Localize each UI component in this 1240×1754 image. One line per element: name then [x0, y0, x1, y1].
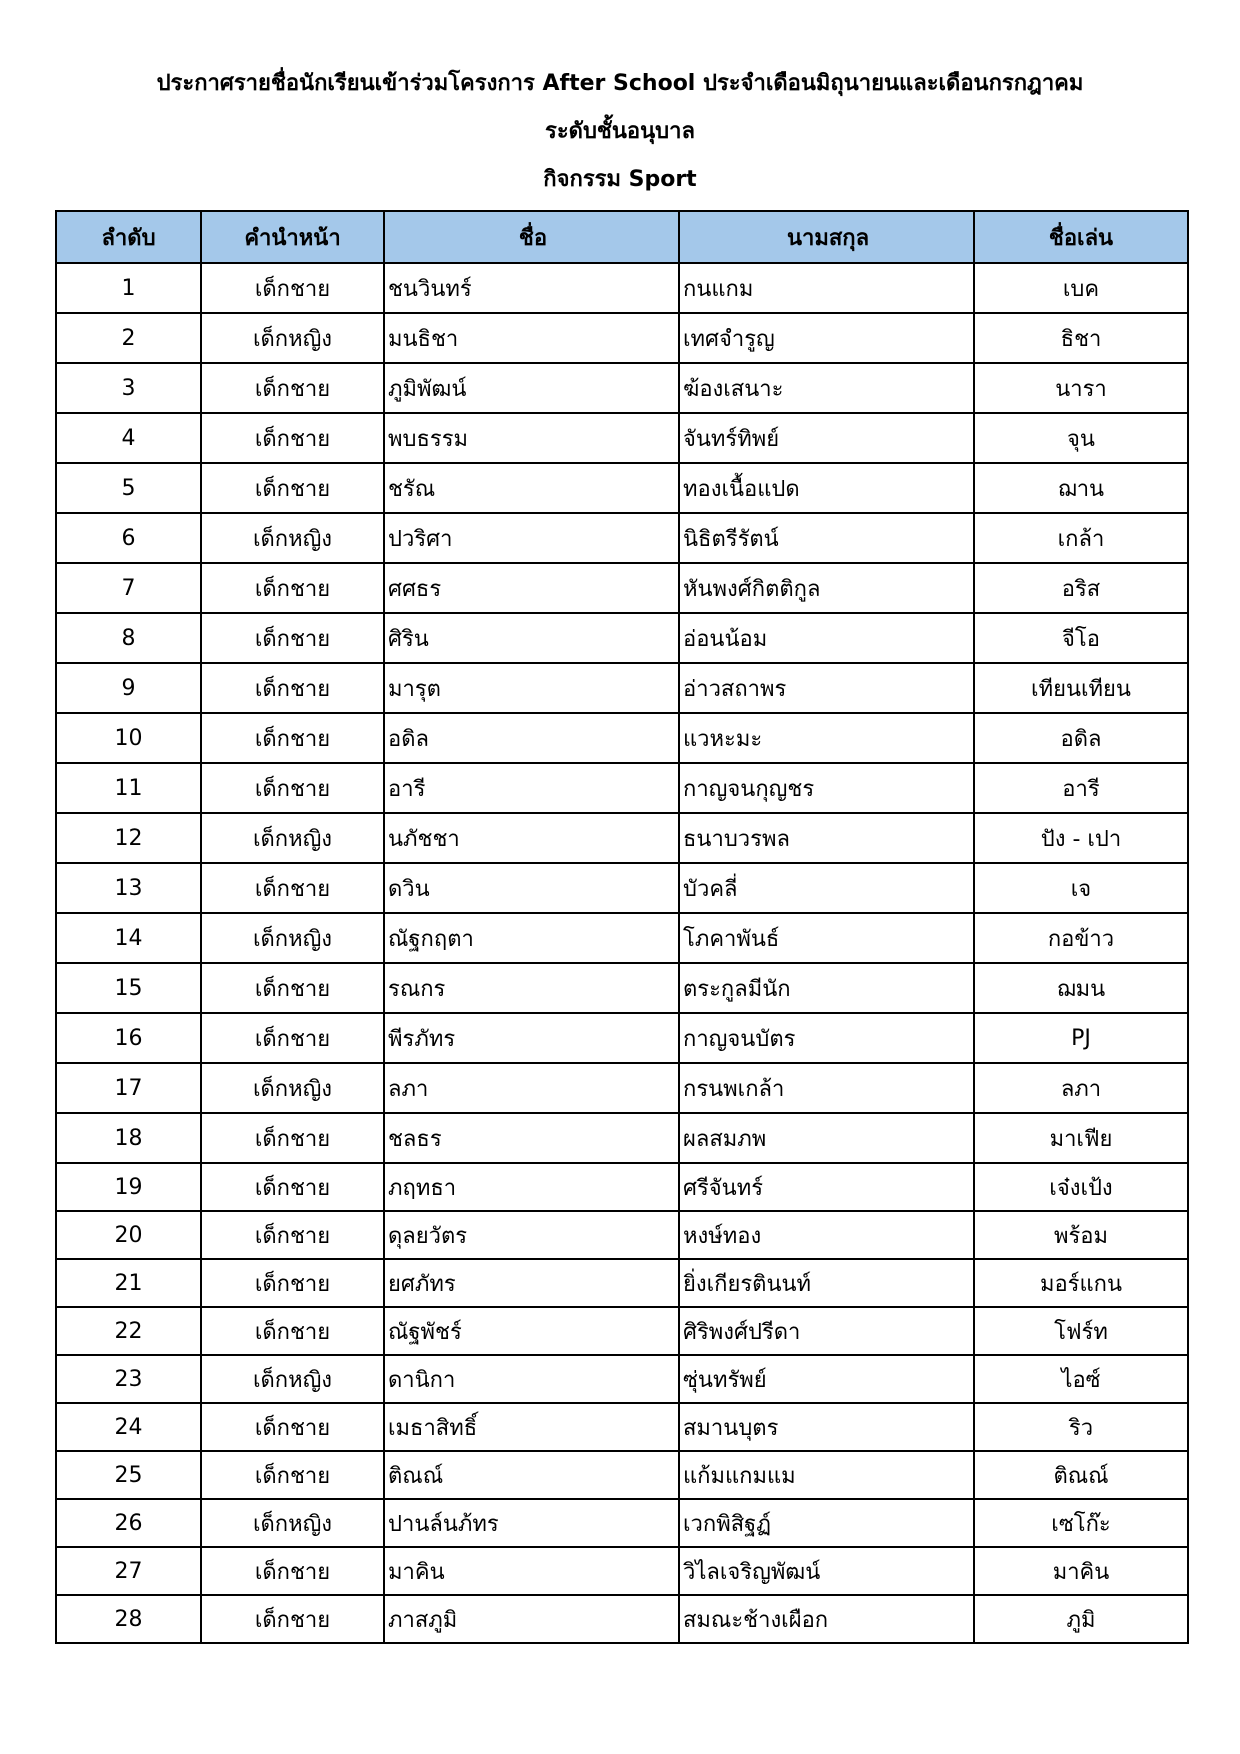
row-nickname: ปัง - เปา — [974, 813, 1188, 863]
row-last-name: สมณะช้างเผือก — [679, 1595, 974, 1643]
row-number: 16 — [56, 1013, 201, 1063]
row-nickname: มาคิน — [974, 1547, 1188, 1595]
document-header — [0, 60, 1240, 204]
row-prefix: เด็กชาย — [201, 1595, 384, 1643]
row-nickname: ฌมน — [974, 963, 1188, 1013]
row-number: 9 — [56, 663, 201, 713]
row-first-name: ณัฐพัชร์ — [384, 1307, 679, 1355]
row-first-name: ภูมิพัฒน์ — [384, 363, 679, 413]
table-row — [56, 713, 1188, 763]
row-nickname: มอร์แกน — [974, 1259, 1188, 1307]
row-first-name: นภัชชา — [384, 813, 679, 863]
row-first-name: ดุลยวัตร — [384, 1211, 679, 1259]
row-first-name: ณัฐกฤตา — [384, 913, 679, 963]
row-number: 2 — [56, 313, 201, 363]
row-first-name: อารี — [384, 763, 679, 813]
row-number: 18 — [56, 1113, 201, 1163]
row-first-name: อดิล — [384, 713, 679, 763]
row-prefix: เด็กชาย — [201, 763, 384, 813]
row-prefix: เด็กชาย — [201, 863, 384, 913]
row-nickname: ธิชา — [974, 313, 1188, 363]
row-first-name: ชลธร — [384, 1113, 679, 1163]
row-prefix: เด็กชาย — [201, 1403, 384, 1451]
row-number: 4 — [56, 413, 201, 463]
row-nickname: ริว — [974, 1403, 1188, 1451]
row-prefix: เด็กชาย — [201, 1547, 384, 1595]
row-nickname: นารา — [974, 363, 1188, 413]
table-row — [56, 963, 1188, 1013]
row-number: 20 — [56, 1211, 201, 1259]
row-prefix: เด็กชาย — [201, 263, 384, 313]
row-nickname: อารี — [974, 763, 1188, 813]
row-last-name: แก้มแกมแม — [679, 1451, 974, 1499]
row-number: 1 — [56, 263, 201, 313]
row-last-name: สมานบุตร — [679, 1403, 974, 1451]
row-last-name: ผลสมภพ — [679, 1113, 974, 1163]
row-nickname: เกล้า — [974, 513, 1188, 563]
row-number: 21 — [56, 1259, 201, 1307]
row-first-name: เมธาสิทธิ์ — [384, 1403, 679, 1451]
table-row — [56, 763, 1188, 813]
row-number: 5 — [56, 463, 201, 513]
row-last-name: ทองเนื้อแปด — [679, 463, 974, 513]
row-number: 7 — [56, 563, 201, 613]
student-roster-table — [55, 210, 1189, 1644]
document-subtitle-level: ระดับชั้นอนุบาล — [545, 119, 695, 144]
row-first-name: ภาสภูมิ — [384, 1595, 679, 1643]
row-prefix: เด็กชาย — [201, 1163, 384, 1211]
row-last-name: กาญจนกุญชร — [679, 763, 974, 813]
document-title: ประกาศรายชื่อนักเรียนเข้าร่วมโครงการ After School ประจำเดือนมิถุนายนและเดือนกรกฎาคม — [156, 71, 1084, 96]
row-prefix: เด็กชาย — [201, 413, 384, 463]
table-row — [56, 1547, 1188, 1595]
table-row — [56, 413, 1188, 463]
row-first-name: ปานล์นภ้ทร — [384, 1499, 679, 1547]
row-nickname: ไอซ์ — [974, 1355, 1188, 1403]
header-number: ลำดับ — [56, 211, 201, 263]
table-row — [56, 263, 1188, 313]
row-prefix: เด็กชาย — [201, 1211, 384, 1259]
table-row — [56, 1063, 1188, 1113]
row-number: 11 — [56, 763, 201, 813]
row-first-name: พีรภัทร — [384, 1013, 679, 1063]
row-nickname: จุน — [974, 413, 1188, 463]
table-row — [56, 1355, 1188, 1403]
row-nickname: พร้อม — [974, 1211, 1188, 1259]
row-nickname: โฟร์ท — [974, 1307, 1188, 1355]
row-last-name: ซุ่นทรัพย์ — [679, 1355, 974, 1403]
row-number: 22 — [56, 1307, 201, 1355]
row-last-name: เทศจำรูญ — [679, 313, 974, 363]
row-last-name: หันพงศ์กิตติกูล — [679, 563, 974, 613]
row-number: 10 — [56, 713, 201, 763]
row-first-name: ติณณ์ — [384, 1451, 679, 1499]
row-prefix: เด็กชาย — [201, 1307, 384, 1355]
row-last-name: จันทร์ทิพย์ — [679, 413, 974, 463]
table-row — [56, 363, 1188, 413]
row-last-name: อ่าวสถาพร — [679, 663, 974, 713]
row-last-name: กาญจนบัตร — [679, 1013, 974, 1063]
row-number: 19 — [56, 1163, 201, 1211]
row-last-name: แวหะมะ — [679, 713, 974, 763]
row-first-name: พบธรรม — [384, 413, 679, 463]
row-nickname: PJ — [974, 1013, 1188, 1063]
row-nickname: จีโอ — [974, 613, 1188, 663]
table-row — [56, 1307, 1188, 1355]
row-nickname: ฌาน — [974, 463, 1188, 513]
table-row — [56, 1403, 1188, 1451]
row-nickname: เจ — [974, 863, 1188, 913]
table-row — [56, 1211, 1188, 1259]
row-last-name: หงษ์ทอง — [679, 1211, 974, 1259]
row-first-name: ลภา — [384, 1063, 679, 1113]
row-last-name: ฆ้องเสนาะ — [679, 363, 974, 413]
table-row — [56, 1499, 1188, 1547]
row-last-name: โภคาพันธ์ — [679, 913, 974, 963]
row-number: 26 — [56, 1499, 201, 1547]
row-number: 6 — [56, 513, 201, 563]
row-number: 27 — [56, 1547, 201, 1595]
row-prefix: เด็กชาย — [201, 563, 384, 613]
row-first-name: ปวริศา — [384, 513, 679, 563]
row-last-name: นิธิตรีรัตน์ — [679, 513, 974, 563]
header-first-name: ชื่อ — [384, 211, 679, 263]
row-number: 12 — [56, 813, 201, 863]
row-prefix: เด็กชาย — [201, 963, 384, 1013]
row-last-name: ตระกูลมีนัก — [679, 963, 974, 1013]
row-number: 28 — [56, 1595, 201, 1643]
row-prefix: เด็กหญิง — [201, 313, 384, 363]
row-first-name: มนธิชา — [384, 313, 679, 363]
row-last-name: ศรีจันทร์ — [679, 1163, 974, 1211]
header-last-name: นามสกุล — [679, 211, 974, 263]
row-first-name: ยศภัทร — [384, 1259, 679, 1307]
row-last-name: ศิริพงศ์ปรีดา — [679, 1307, 974, 1355]
row-number: 24 — [56, 1403, 201, 1451]
header-prefix: คำนำหน้า — [201, 211, 384, 263]
row-first-name: ศิริน — [384, 613, 679, 663]
table-row — [56, 313, 1188, 363]
table-row — [56, 813, 1188, 863]
row-first-name: ศศธร — [384, 563, 679, 613]
row-number: 25 — [56, 1451, 201, 1499]
row-last-name: อ่อนน้อม — [679, 613, 974, 663]
row-nickname: เซโก๊ะ — [974, 1499, 1188, 1547]
row-prefix: เด็กชาย — [201, 1451, 384, 1499]
row-prefix: เด็กชาย — [201, 663, 384, 713]
row-last-name: กนแกม — [679, 263, 974, 313]
table-row — [56, 1595, 1188, 1643]
table-row — [56, 1259, 1188, 1307]
row-first-name: มาคิน — [384, 1547, 679, 1595]
row-nickname: ภูมิ — [974, 1595, 1188, 1643]
table-row — [56, 1113, 1188, 1163]
row-prefix: เด็กหญิง — [201, 1499, 384, 1547]
row-nickname: เจ๋งเป้ง — [974, 1163, 1188, 1211]
row-number: 15 — [56, 963, 201, 1013]
header-nickname: ชื่อเล่น — [974, 211, 1188, 263]
row-first-name: ชรัณ — [384, 463, 679, 513]
row-last-name: วิไลเจริญพัฒน์ — [679, 1547, 974, 1595]
table-row — [56, 863, 1188, 913]
row-number: 23 — [56, 1355, 201, 1403]
table-row — [56, 563, 1188, 613]
row-first-name: ภฤทธา — [384, 1163, 679, 1211]
row-prefix: เด็กชาย — [201, 613, 384, 663]
row-number: 17 — [56, 1063, 201, 1113]
table-row — [56, 1013, 1188, 1063]
row-first-name: รณกร — [384, 963, 679, 1013]
table-row — [56, 463, 1188, 513]
row-nickname: เทียนเทียน — [974, 663, 1188, 713]
row-first-name: ชนวินทร์ — [384, 263, 679, 313]
row-last-name: ยิ่งเกียรตินนท์ — [679, 1259, 974, 1307]
row-prefix: เด็กหญิง — [201, 813, 384, 863]
table-body — [56, 263, 1188, 1643]
row-nickname: อริส — [974, 563, 1188, 613]
row-prefix: เด็กชาย — [201, 1259, 384, 1307]
row-first-name: ดานิกา — [384, 1355, 679, 1403]
row-nickname: ติณณ์ — [974, 1451, 1188, 1499]
row-last-name: บัวคลี่ — [679, 863, 974, 913]
row-first-name: ดวิน — [384, 863, 679, 913]
row-nickname: เบค — [974, 263, 1188, 313]
row-number: 13 — [56, 863, 201, 913]
row-nickname: อดิล — [974, 713, 1188, 763]
table-row — [56, 613, 1188, 663]
table-row — [56, 663, 1188, 713]
row-nickname: ลภา — [974, 1063, 1188, 1113]
document-subtitle-activity: กิจกรรม Sport — [543, 167, 697, 192]
row-number: 14 — [56, 913, 201, 963]
row-last-name: กรนพเกล้า — [679, 1063, 974, 1113]
table-row — [56, 513, 1188, 563]
row-prefix: เด็กหญิง — [201, 1355, 384, 1403]
row-nickname: มาเฟีย — [974, 1113, 1188, 1163]
row-number: 3 — [56, 363, 201, 413]
table-row — [56, 1163, 1188, 1211]
row-prefix: เด็กชาย — [201, 1113, 384, 1163]
row-prefix: เด็กชาย — [201, 463, 384, 513]
row-prefix: เด็กชาย — [201, 713, 384, 763]
table-row — [56, 1451, 1188, 1499]
table-header-row — [56, 211, 1188, 263]
row-prefix: เด็กหญิง — [201, 1063, 384, 1113]
table-row — [56, 913, 1188, 963]
row-prefix: เด็กชาย — [201, 363, 384, 413]
row-first-name: มารุต — [384, 663, 679, 713]
row-last-name: เวกพิสิฐฏ์ — [679, 1499, 974, 1547]
row-prefix: เด็กหญิง — [201, 513, 384, 563]
row-prefix: เด็กชาย — [201, 1013, 384, 1063]
row-nickname: กอข้าว — [974, 913, 1188, 963]
row-prefix: เด็กหญิง — [201, 913, 384, 963]
row-number: 8 — [56, 613, 201, 663]
row-last-name: ธนาบวรพล — [679, 813, 974, 863]
